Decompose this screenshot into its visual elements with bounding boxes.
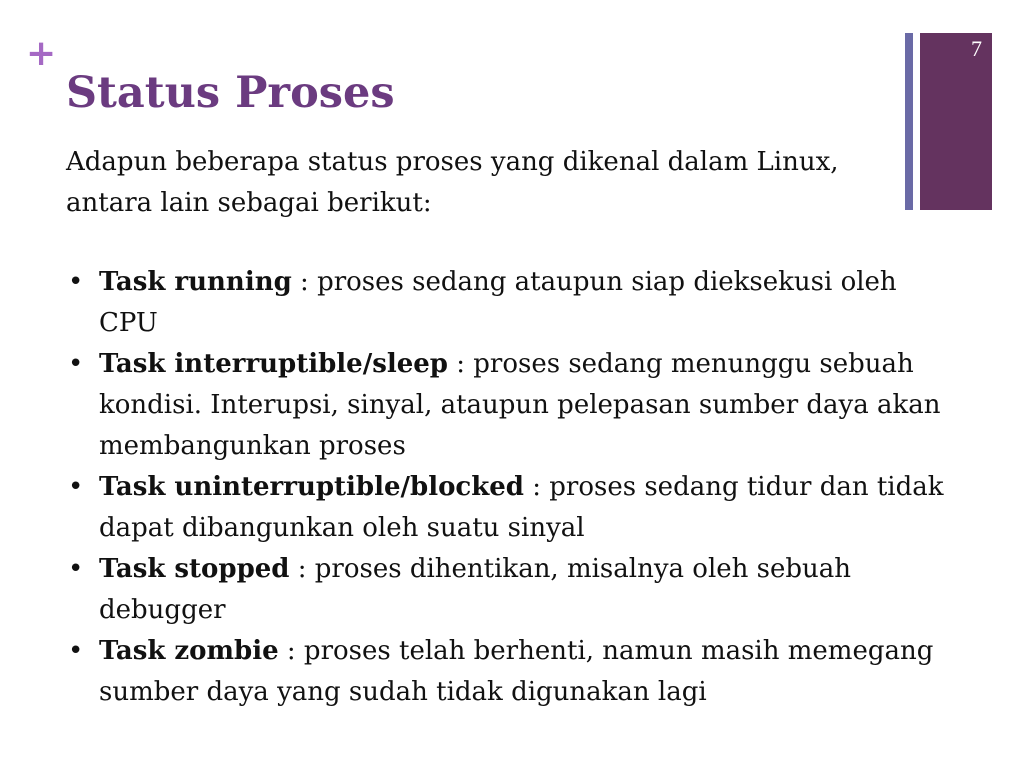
bullet-icon: • [68,472,84,502]
item-term: Task stopped [99,554,290,584]
bullet-icon: • [68,349,84,379]
item-term: Task zombie [99,636,279,666]
item-term: Task running [99,267,292,297]
bullet-icon: • [68,267,84,297]
slide-number: 7 [971,36,982,61]
list-item [66,467,956,549]
item-description: : proses sedang tidur dan tidak dapat dibangunkan oleh suatu sinyal [99,472,944,543]
bullet-icon: • [68,636,84,666]
list-item [66,344,956,467]
slide-title: Status Proses [66,68,395,118]
list-item [66,549,956,631]
item-description: : proses telah berhenti, namun masih memegang sumber daya yang sudah tidak digunakan lagi [99,636,934,707]
plus-icon: + [26,33,57,74]
item-description: : proses sedang menunggu sebuah kondisi. Interupsi, sinyal, ataupun pelepasan sumber daya akan membangunkan proses [99,349,941,461]
item-term: Task interruptible/sleep [99,349,448,379]
bullet-icon: • [68,554,84,584]
status-list [66,262,956,713]
item-description: : proses sedang ataupun siap dieksekusi oleh CPU [99,267,897,338]
item-description: : proses dihentikan, misalnya oleh sebuah debugger [99,554,852,625]
list-item [66,262,956,344]
accent-bar-thin [905,33,913,210]
item-term: Task uninterruptible/blocked [99,472,524,502]
list-item [66,631,956,713]
intro-text: Adapun beberapa status proses yang dikenal dalam Linux, antara lain sebagai berikut: [66,147,839,218]
